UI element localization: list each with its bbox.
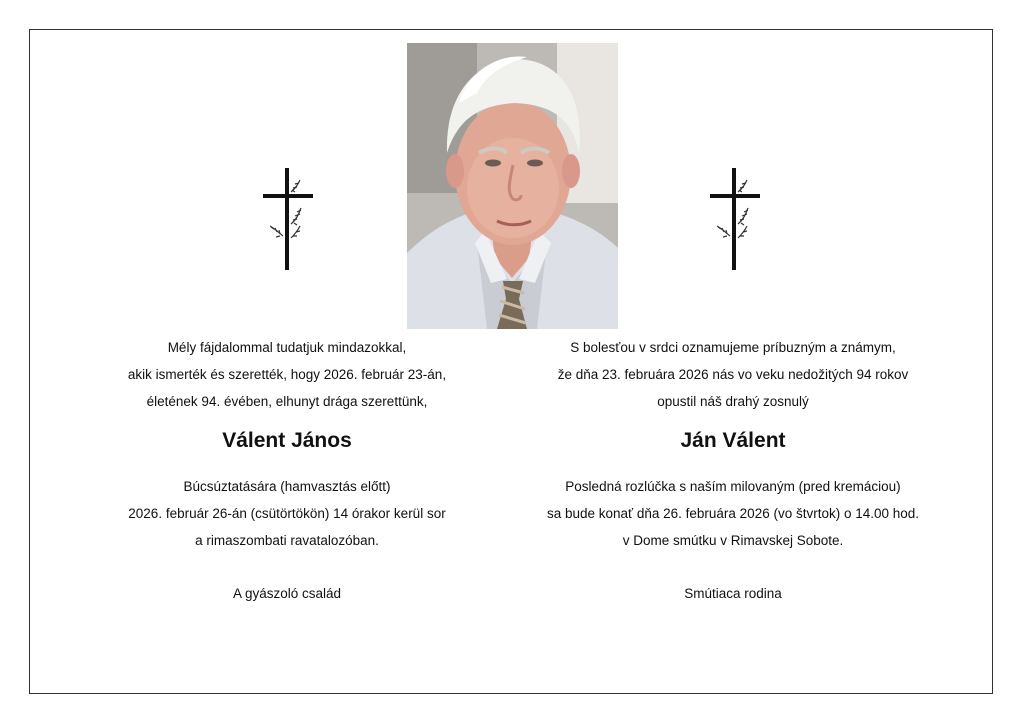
hungarian-signature: A gyászoló család — [232, 586, 342, 601]
hungarian-intro — [67, 334, 507, 415]
intro-line: S bolesťou v srdci oznamujeme príbuzným a známym, — [570, 340, 896, 355]
deceased-name-slovak: Ján Válent — [680, 429, 786, 452]
intro-line: Mély fájdalommal tudatjuk mindazokkal, — [167, 340, 407, 355]
intro-line: že dňa 23. februára 2026 nás vo veku nedožitých 94 rokov — [557, 367, 909, 382]
deceased-name-hungarian: Válent János — [222, 429, 352, 452]
funeral-line: Posledná rozlúčka s naším milovaným (pred kremáciou) — [565, 479, 901, 494]
slovak-intro — [513, 334, 953, 415]
hungarian-funeral-info — [67, 473, 507, 554]
right-cross-icon — [705, 166, 765, 276]
obituary-card — [29, 29, 993, 694]
slovak-signature: Smútiaca rodina — [684, 586, 782, 601]
funeral-line: 2026. február 26-án (csütörtökön) 14 órakor kerül sor — [128, 506, 446, 521]
funeral-line: Búcsúztatására (hamvasztás előtt) — [183, 479, 391, 494]
intro-line: életének 94. évében, elhunyt drága szerettünk, — [146, 394, 428, 409]
funeral-line: sa bude konať dňa 26. februára 2026 (vo štvrtok) o 14.00 hod. — [546, 506, 920, 521]
left-cross-icon — [258, 166, 318, 276]
intro-line: opustil náš drahý zosnulý — [657, 394, 809, 409]
intro-line: akik ismerték és szerették, hogy 2026. február 23-án, — [127, 367, 447, 382]
funeral-line: v Dome smútku v Rimavskej Sobote. — [622, 533, 844, 548]
portrait-photo — [407, 43, 618, 329]
funeral-line: a rimaszombati ravatalozóban. — [195, 533, 379, 548]
slovak-funeral-info — [513, 473, 953, 554]
